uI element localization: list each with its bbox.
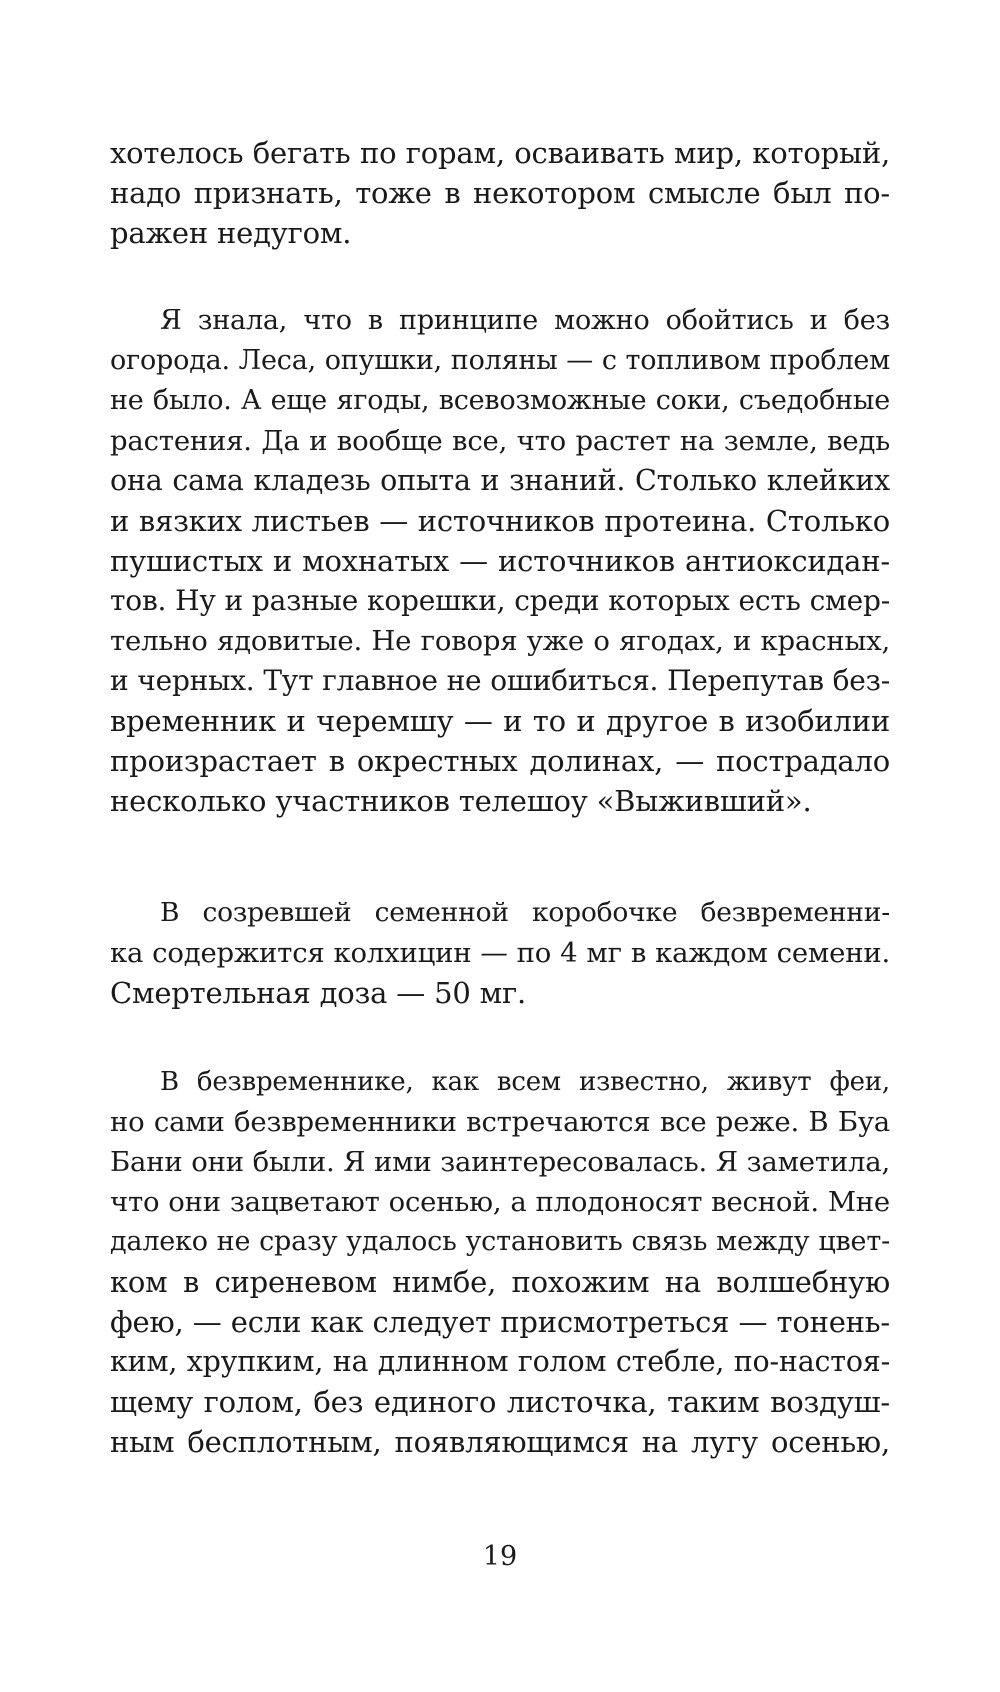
text-line: В безвременнике, как всем известно, живут феи, — [160, 1067, 890, 1097]
text-line: ка содержится колхицин — по 4 мг в каждом семени. — [110, 937, 890, 969]
text-line: но сами безвременники встречаются все реже. В Буа — [110, 1106, 890, 1138]
text-line: огорода. Леса, опушки, поляны — с топливом проблем — [110, 345, 890, 376]
text-line: хотелось бегать по горам, осваивать мир, который, — [110, 136, 890, 170]
text-line: ким, хрупким, на длинном голом стебле, по-настоя- — [110, 1345, 890, 1378]
text-line: не было. А еще ягоды, всевозможные соки, съедобные — [110, 385, 890, 416]
text-line: фею, — если как следует присмотреться — тонень- — [110, 1305, 890, 1339]
paragraph-3 — [110, 893, 890, 1013]
text-line: щему голом, без единого листочка, таким воздуш- — [110, 1385, 890, 1419]
text-line: временник и черемшу — и то и другое в изобилии — [110, 704, 890, 738]
text-line: несколько участников телешоу «Выживший». — [110, 784, 812, 818]
text-line: что они зацветают осенью, а плодоносят весной. Мне — [110, 1186, 890, 1218]
text-line: она сама кладезь опыта и знаний. Столько клейких — [110, 464, 890, 497]
text-line: тельно ядовитые. Не говоря уже о ягодах, и красных, — [110, 625, 890, 657]
text-line: пушистых и мохнатых — источников антиоксидан- — [110, 544, 890, 578]
text-line: растения. Да и вообще все, что растет на земле, ведь — [110, 425, 890, 457]
paragraph-2 — [110, 301, 890, 821]
text-line: и черных. Тут главное не ошибиться. Перепутав без- — [110, 664, 890, 697]
paragraph-1 — [110, 133, 890, 253]
text-line: Я знала, что в принципе можно обойтись и без — [160, 305, 890, 336]
text-line: Бани они были. Я ими заинтересовалась. Я заметила, — [110, 1146, 890, 1178]
text-line: далеко не сразу удалось установить связь между цвет- — [110, 1226, 890, 1257]
text-line: В созревшей семенной коробочке безвременни- — [160, 897, 890, 928]
paragraph-4 — [110, 1062, 890, 1462]
text-line: ком в сиреневом нимбе, похожим на волшебную — [110, 1265, 890, 1299]
text-line: Смертельная доза — 50 мг. — [110, 976, 526, 1010]
text-line: ражен недугом. — [110, 216, 352, 250]
text-line: надо признать, тоже в некотором смысле был по- — [110, 176, 890, 210]
text-line: произрастает в окрестных долинах, — пострадало — [110, 744, 890, 778]
text-line: и вязких листьев — источников протеина. Столько — [110, 504, 890, 538]
text-line: тов. Ну и разные корешки, среди которых есть смер- — [110, 584, 890, 617]
page-number: 19 — [482, 1541, 518, 1572]
text-line: ным бесплотным, появляющимся на лугу осенью, — [110, 1425, 890, 1459]
